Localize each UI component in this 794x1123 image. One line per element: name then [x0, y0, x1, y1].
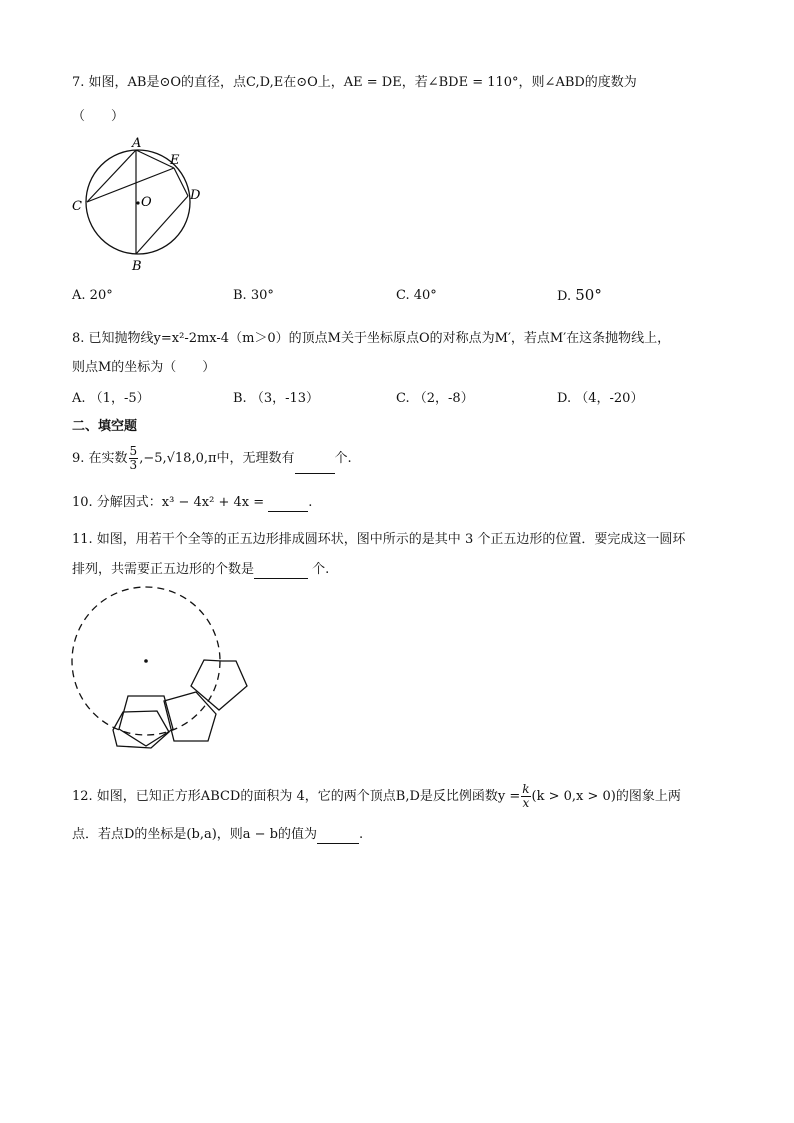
q7-option-b: B. 30°: [233, 288, 274, 303]
q10-answer-blank[interactable]: [268, 497, 308, 512]
q12-answer-blank[interactable]: [317, 829, 359, 844]
label-d: D: [190, 188, 201, 203]
segment-ce: [87, 168, 174, 202]
pentagon-middle: [164, 692, 216, 741]
q12-fraction: $\frac{k}{x}$: [522, 782, 530, 810]
q7-option-c: C. 40°: [396, 288, 437, 303]
q11-answer-blank[interactable]: [254, 564, 308, 579]
q8-line1: 8. 已知抛物线y=x²-2mx-4（m＞0）的顶点M关于坐标原点O的对称点为M′，若点M′在这条抛物线上，: [72, 331, 671, 346]
q7-circle-figure: [66, 136, 216, 278]
label-o: O: [141, 195, 152, 210]
q12-line2: 点．若点D的坐标是(b,a)，则a − b的值为 .: [72, 827, 364, 842]
q7-option-a: A. 20°: [72, 288, 113, 303]
label-a: A: [132, 136, 142, 151]
q8-line2: 则点M的坐标为（ ）: [72, 360, 216, 375]
q7-answer-paren: （ ）: [72, 109, 125, 124]
q9-fraction: $\frac{5}{3}$: [129, 444, 138, 472]
q9-line: 9. 在实数 $\frac{5}{3}$ ,−5,√18,0,π中，无理数有 个.: [72, 444, 352, 472]
q9-answer-blank[interactable]: [295, 459, 335, 474]
label-e: E: [170, 153, 180, 168]
q8-option-b: B. （3，-13）: [233, 391, 320, 406]
q11-pentagon-ring-figure: [66, 582, 256, 762]
label-c: C: [72, 199, 82, 214]
q11-line1: 11. 如图，用若干个全等的正五边形排成圆环状，图中所示的是其中 3 个正五边形的位置．要完成这一圆环: [72, 532, 686, 547]
pentagon-right: [191, 660, 247, 710]
ring-center-point: [144, 659, 148, 663]
q7-option-d: D. 50°: [557, 286, 602, 304]
q11-line2: 排列，共需要正五边形的个数是 个.: [72, 562, 330, 577]
center-point: [136, 201, 139, 204]
section-heading: 二、填空题: [72, 419, 138, 434]
q7-stem: 7. 如图，AB是⊙O的直径，点C,D,E在⊙O上，AE = DE，若∠BDE = 110°，则∠ABD的度数为: [72, 75, 637, 90]
q8-option-c: C. （2，-8）: [396, 391, 474, 406]
q10-line: 10. 分解因式：x³ − 4x² + 4x = .: [72, 495, 313, 510]
q8-option-a: A. （1，-5）: [72, 391, 150, 406]
label-b: B: [132, 259, 142, 274]
q8-option-d: D. （4，-20）: [557, 391, 644, 406]
q12-line1: 12. 如图，已知正方形ABCD的面积为 4，它的两个顶点B,D是反比例函数y = $\frac{k}{x}$ (k > 0,x > 0)的图象上两: [72, 782, 681, 810]
